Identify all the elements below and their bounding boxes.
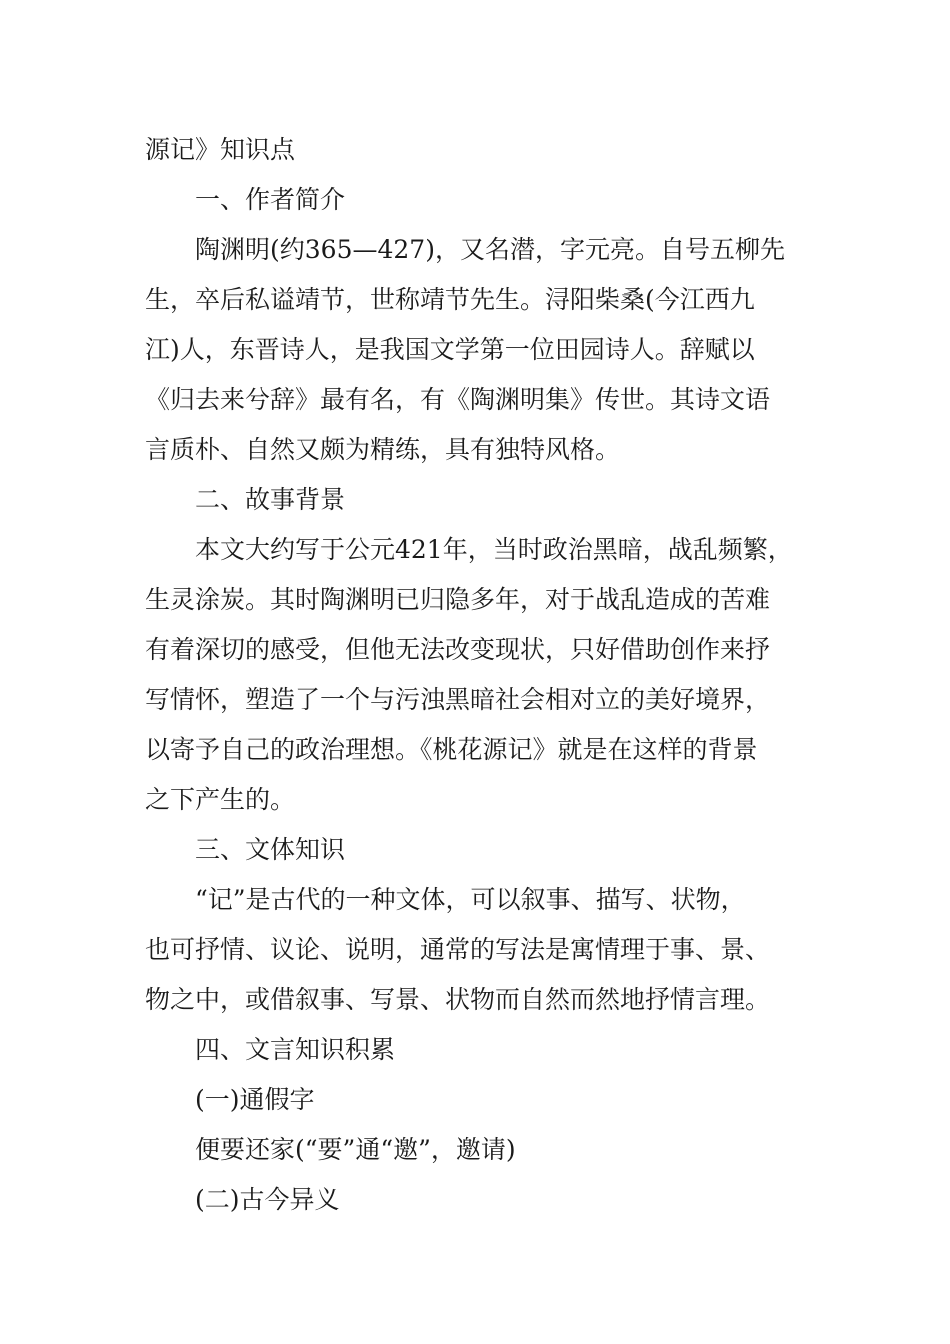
text-line: “记”是古代的一种文体，可以叙事、描写、状物， [195, 885, 746, 914]
text-line: 便要还家(“要”通“邀”，邀请) [195, 1135, 516, 1164]
text-line: 有着深切的感受，但他无法改变现状，只好借助创作来抒 [145, 635, 771, 664]
subsection-heading-loan-characters: (一)通假字 [195, 1085, 315, 1114]
text-line: 也可抒情、议论、说明，通常的写法是寓情理于事、景、 [145, 935, 771, 964]
section-heading-background: 二、故事背景 [195, 485, 346, 514]
text-line: 生灵涂炭。其时陶渊明已归隐多年，对于战乱造成的苦难 [145, 585, 771, 614]
text-line: 源记》知识点 [145, 135, 296, 164]
section-heading-genre: 三、文体知识 [195, 835, 346, 864]
document-body [145, 125, 810, 1225]
text-line: 江)人，东晋诗人，是我国文学第一位田园诗人。辞赋以 [145, 335, 755, 364]
section-heading-author: 一、作者简介 [195, 185, 346, 214]
text-line: 物之中，或借叙事、写景、状物而自然而然地抒情言理。 [145, 985, 771, 1014]
section-heading-classical-knowledge: 四、文言知识积累 [195, 1035, 396, 1064]
text-line: 言质朴、自然又颇为精练，具有独特风格。 [145, 435, 621, 464]
text-line: 之下产生的。 [145, 785, 296, 814]
text-line: 《归去来兮辞》最有名，有《陶渊明集》传世。其诗文语 [145, 385, 771, 414]
text-line: 以寄予自己的政治理想。《桃花源记》就是在这样的背景 [145, 735, 758, 764]
text-line: 写情怀，塑造了一个与污浊黑暗社会相对立的美好境界， [145, 685, 771, 714]
subsection-heading-meaning-shift: (二)古今异义 [195, 1185, 340, 1214]
text-line: 生，卒后私谥靖节，世称靖节先生。浔阳柴桑(今江西九 [145, 285, 755, 314]
text-line: 陶渊明(约365—427)，又名潜，字元亮。自号五柳先 [195, 235, 785, 264]
text-line: 本文大约写于公元421年，当时政治黑暗，战乱频繁， [195, 535, 793, 564]
